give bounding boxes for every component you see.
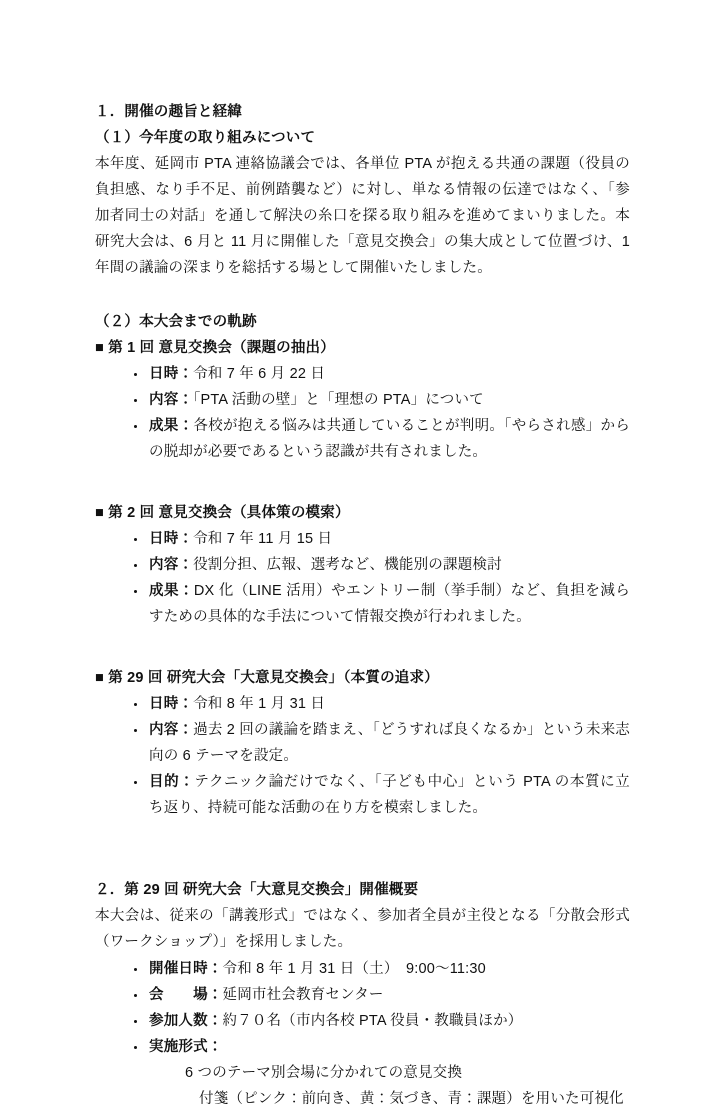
list-item	[147, 413, 630, 465]
item-text: 令和 7 年 6 月 22 日	[193, 366, 326, 382]
section-purpose	[95, 99, 630, 281]
section-history	[95, 309, 630, 821]
list-item	[147, 769, 630, 821]
item-text: 令和 8 年 1 月 31 日（土） 9:00～11:30	[222, 961, 486, 977]
section2-heading: （２）本大会までの軌跡	[95, 314, 257, 330]
item-text: 過去 2 回の議論を踏まえ、「どうすれば良くなるか」という未来志向の 6 テーマを設定。	[149, 722, 630, 764]
meeting-2-title-text: 第 2 回 意見交換会（具体策の模索）	[108, 505, 350, 521]
meeting-1-title-text: 第 1 回 意見交換会（課題の抽出）	[108, 340, 335, 356]
item-text: DX 化（LINE 活用）やエントリー制（挙手制）など、負担を減らすための具体的な手法について情報交換が行われました。	[149, 583, 630, 625]
square-bullet-icon: ■	[95, 505, 104, 521]
meeting-block-1	[95, 335, 630, 465]
item-label: 成果：	[149, 583, 194, 599]
item-label: 内容：	[149, 392, 194, 408]
section1-heading: １．開催の趣旨と経緯	[95, 104, 242, 120]
item-text: 役割分担、広報、選考など、機能別の課題検討	[193, 557, 502, 573]
section1-subheading: （１）今年度の取り組みについて	[95, 130, 316, 146]
item-label: 成果：	[149, 418, 194, 434]
item-label: 内容：	[149, 722, 194, 738]
item-label: 日時：	[149, 531, 194, 547]
list-item	[147, 691, 630, 717]
item-text: 各校が抱える悩みは共通していることが判明。「やらされ感」からの脱却が必要であるという認識が共有されました。	[149, 418, 630, 460]
list-item	[147, 982, 630, 1008]
list-item	[147, 552, 630, 578]
list-item	[147, 526, 630, 552]
item-label: 内容：	[149, 557, 194, 573]
item-text: 「PTA 活動の壁」と「理想の PTA」について	[193, 392, 484, 408]
item-text: 令和 7 年 11 月 15 日	[193, 531, 333, 547]
section1-paragraph: 本年度、延岡市 PTA 連絡協議会では、各単位 PTA が抱える共通の課題（役員の負担感、なり手不足、前例踏襲など）に対し、単なる情報の伝達ではなく、「参加者同士の対話」を通して解決の糸口を探る取り組みを進めてまいりました。本研究大会は、6 月と 11 月に開催した「意見交換会」の集大成として位置づけ、1 年間の議論の深まりを総括する場として開催いたしました。	[95, 156, 630, 276]
item-label: 日時：	[149, 696, 194, 712]
item-text: 約７０名（市内各校 PTA 役員・教職員ほか）	[222, 1013, 523, 1029]
item-label: 会 場：	[149, 987, 223, 1003]
format-detail-line: 6 つのテーマ別会場に分かれての意見交換	[185, 1065, 463, 1081]
item-label: 実施形式：	[149, 1039, 223, 1055]
list-item	[147, 361, 630, 387]
section-overview	[95, 877, 630, 1112]
meeting-block-3	[95, 665, 630, 821]
item-label: 参加人数：	[149, 1013, 223, 1029]
meeting-2-title	[95, 500, 630, 526]
meeting-3-title-text: 第 29 回 研究大会「大意見交換会」（本質の追求）	[108, 670, 439, 686]
item-text: テクニック論だけでなく、「子ども中心」という PTA の本質に立ち返り、持続可能な活動の在り方を模索しました。	[149, 774, 630, 816]
item-text: 令和 8 年 1 月 31 日	[193, 696, 326, 712]
section3-intro: 本大会は、従来の「講義形式」ではなく、参加者全員が主役となる「分散会形式（ワークショップ）」を採用しました。	[95, 908, 630, 950]
meeting-3-title	[95, 665, 630, 691]
square-bullet-icon: ■	[95, 340, 104, 356]
list-item	[147, 1008, 630, 1034]
list-item	[147, 387, 630, 413]
list-item	[147, 578, 630, 630]
item-label: 開催日時：	[149, 961, 223, 977]
meeting-1-list	[95, 361, 630, 465]
item-text: 延岡市社会教育センター	[222, 987, 384, 1003]
meeting-3-list	[95, 691, 630, 821]
list-item	[147, 717, 630, 769]
meeting-block-2	[95, 500, 630, 630]
item-label: 日時：	[149, 366, 194, 382]
section3-heading: ２．第 29 回 研究大会「大意見交換会」開催概要	[95, 882, 419, 898]
square-bullet-icon: ■	[95, 670, 104, 686]
meeting-2-list	[95, 526, 630, 630]
list-item	[147, 1034, 630, 1060]
overview-list	[95, 956, 630, 1060]
list-item	[147, 956, 630, 982]
format-detail-line: 付箋（ピンク：前向き、黄：気づき、青：課題）を用いた可視化	[199, 1091, 624, 1107]
item-label: 目的：	[149, 774, 195, 790]
meeting-1-title	[95, 335, 630, 361]
